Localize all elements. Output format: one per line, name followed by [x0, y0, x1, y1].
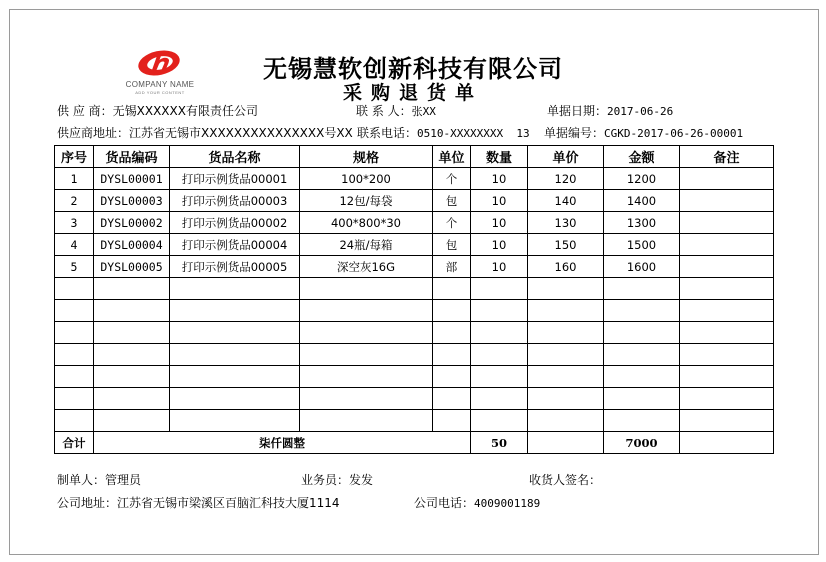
- cell-qty: 10: [471, 256, 528, 278]
- logo-tagline: ADD YOUR CONTENT: [135, 90, 185, 95]
- cell-unit: 部: [433, 256, 471, 278]
- total-row: [55, 432, 774, 454]
- address-value: 江苏省无锡市XXXXXXXXXXXXXXX号XX: [129, 126, 353, 140]
- empty-row: [55, 366, 774, 388]
- col-header-amount: 金额: [604, 146, 680, 168]
- cell-price: 150: [528, 234, 604, 256]
- cell-name: 打印示例货品00005: [170, 256, 300, 278]
- total-qty: 50: [471, 432, 528, 454]
- company-address-value: 江苏省无锡市梁溪区百脑汇科技大厦1114: [117, 496, 340, 510]
- cell-qty: 10: [471, 168, 528, 190]
- cell-code: DYSL00001: [94, 168, 170, 190]
- total-note-empty: [680, 432, 774, 454]
- cell-no: 5: [55, 256, 94, 278]
- supplier-value: 无锡XXXXXX有限责任公司: [112, 104, 258, 118]
- col-header-spec: 规格: [300, 146, 433, 168]
- total-amount-words: 柒仟圆整: [94, 432, 471, 454]
- doc-number-field: [544, 126, 743, 141]
- docno-label: 单据编号：: [544, 126, 605, 140]
- cell-price: 120: [528, 168, 604, 190]
- cell-note: [680, 168, 774, 190]
- col-header-unit: 单位: [433, 146, 471, 168]
- supplier-field: [57, 104, 258, 118]
- empty-row: [55, 278, 774, 300]
- items-table: [54, 145, 774, 454]
- company-phone-label: 公司电话：: [414, 496, 475, 510]
- cell-no: 2: [55, 190, 94, 212]
- empty-row: [55, 344, 774, 366]
- table-row: [55, 190, 774, 212]
- col-header-price: 单价: [528, 146, 604, 168]
- cell-unit: 包: [433, 190, 471, 212]
- receiver-signature-field: [529, 471, 601, 488]
- company-address-label: 公司地址：: [57, 496, 118, 510]
- company-address-field: [57, 494, 340, 511]
- supplier-label: 供 应 商：: [57, 104, 113, 118]
- maker-value: 管理员: [105, 473, 142, 487]
- date-field: [547, 104, 673, 119]
- total-amount: 7000: [604, 432, 680, 454]
- cell-spec: 24瓶/每箱: [300, 234, 433, 256]
- table-header-row: [55, 146, 774, 168]
- logo-company-name: COMPANY NAME: [125, 80, 195, 89]
- cell-code: DYSL00005: [94, 256, 170, 278]
- date-label: 单据日期：: [547, 104, 608, 118]
- cell-spec: 深空灰16G: [300, 256, 433, 278]
- maker-field: [57, 471, 141, 488]
- docno-value: CGKD-2017-06-26-00001: [604, 127, 744, 140]
- contact-value: 张XX: [411, 105, 436, 118]
- date-value: 2017-06-26: [607, 105, 674, 118]
- cell-note: [680, 212, 774, 234]
- table-row: [55, 234, 774, 256]
- cell-unit: 个: [433, 168, 471, 190]
- phone-label: 联系电话：: [357, 126, 418, 140]
- cell-code: DYSL00004: [94, 234, 170, 256]
- cell-amount: 1300: [604, 212, 680, 234]
- cell-spec: 100*200: [300, 168, 433, 190]
- cell-no: 1: [55, 168, 94, 190]
- cell-name: 打印示例货品00004: [170, 234, 300, 256]
- cell-note: [680, 190, 774, 212]
- cell-amount: 1500: [604, 234, 680, 256]
- cell-amount: 1400: [604, 190, 680, 212]
- contact-label: 联 系 人：: [356, 104, 412, 118]
- table-row: [55, 256, 774, 278]
- cell-unit: 个: [433, 212, 471, 234]
- phone-value: 0510-XXXXXXXX 13: [417, 127, 530, 140]
- col-header-name: 货品名称: [170, 146, 300, 168]
- cell-price: 130: [528, 212, 604, 234]
- contact-field: [356, 104, 436, 119]
- empty-row: [55, 300, 774, 322]
- table-row: [55, 212, 774, 234]
- col-header-code: 货品编码: [94, 146, 170, 168]
- company-phone-value: 4009001189: [474, 497, 541, 510]
- cell-price: 140: [528, 190, 604, 212]
- cell-spec: 12包/每袋: [300, 190, 433, 212]
- cell-no: 4: [55, 234, 94, 256]
- salesman-label: 业务员：: [301, 473, 350, 487]
- company-phone-field: [414, 494, 540, 511]
- cell-amount: 1600: [604, 256, 680, 278]
- cell-qty: 10: [471, 212, 528, 234]
- cell-qty: 10: [471, 234, 528, 256]
- cell-price: 160: [528, 256, 604, 278]
- cell-qty: 10: [471, 190, 528, 212]
- supplier-phone-field: [357, 126, 542, 141]
- company-title: 无锡慧软创新科技有限公司: [263, 55, 563, 83]
- cell-code: DYSL00003: [94, 190, 170, 212]
- total-price-empty: [528, 432, 604, 454]
- cell-amount: 1200: [604, 168, 680, 190]
- address-label: 供应商地址：: [57, 126, 130, 140]
- salesman-value: 发发: [349, 473, 374, 487]
- document-title: 采购退货单: [342, 82, 483, 104]
- total-label: 合计: [55, 432, 94, 454]
- maker-label: 制单人：: [57, 473, 106, 487]
- empty-row: [55, 322, 774, 344]
- cell-name: 打印示例货品00003: [170, 190, 300, 212]
- col-header-no: 序号: [55, 146, 94, 168]
- receiver-label: 收货人签名：: [529, 473, 602, 487]
- cell-name: 打印示例货品00001: [170, 168, 300, 190]
- cell-note: [680, 256, 774, 278]
- cell-name: 打印示例货品00002: [170, 212, 300, 234]
- cell-note: [680, 234, 774, 256]
- col-header-qty: 数量: [471, 146, 528, 168]
- table-row: [55, 168, 774, 190]
- cell-spec: 400*800*30: [300, 212, 433, 234]
- cell-no: 3: [55, 212, 94, 234]
- empty-row: [55, 410, 774, 432]
- cell-code: DYSL00002: [94, 212, 170, 234]
- empty-row: [55, 388, 774, 410]
- cell-unit: 包: [433, 234, 471, 256]
- col-header-note: 备注: [680, 146, 774, 168]
- salesman-field: [301, 471, 373, 488]
- supplier-address-field: [57, 126, 357, 140]
